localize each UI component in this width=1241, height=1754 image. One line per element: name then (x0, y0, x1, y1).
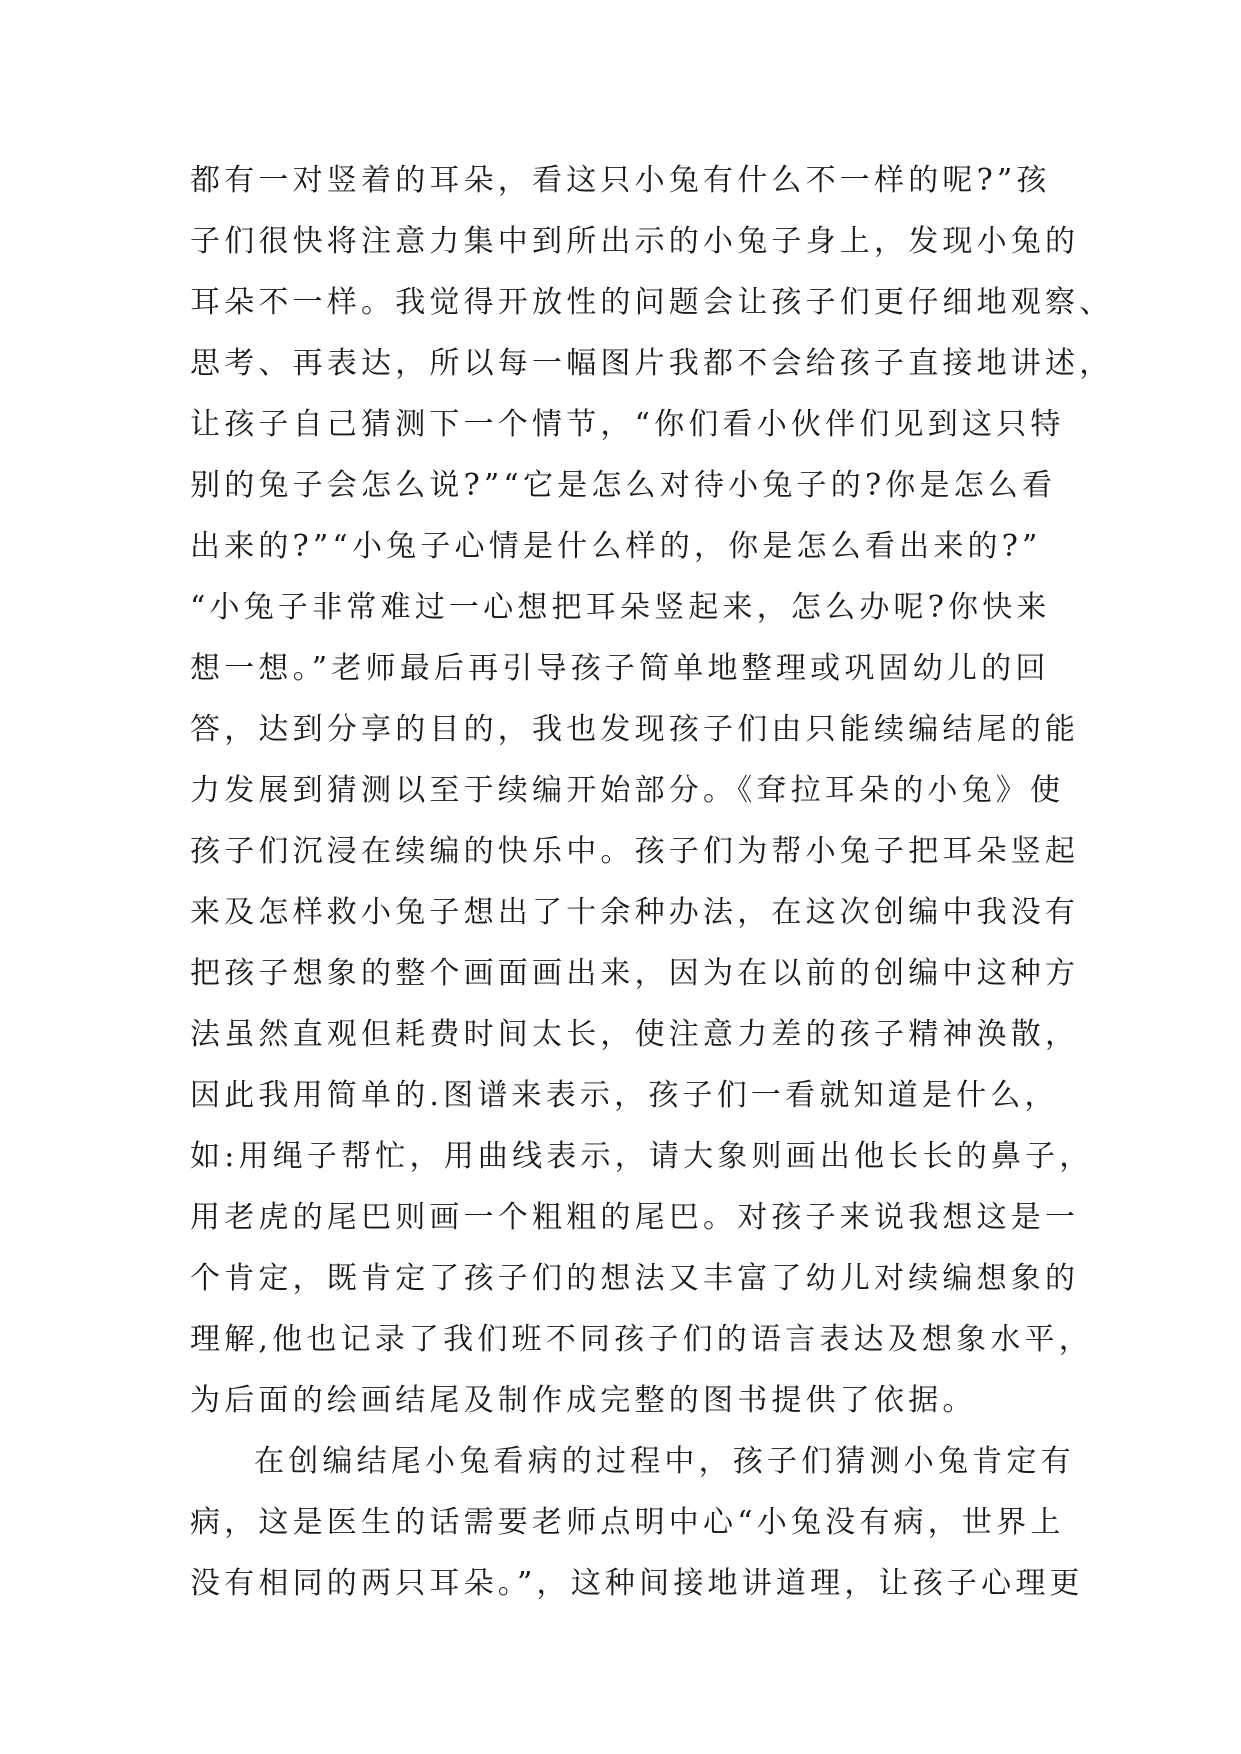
body-text (190, 150, 1114, 1614)
text-line: 没有相同的两只耳朵。”，这种间接地讲道理，让孩子心理更 (190, 1566, 1084, 1601)
text-line: 病，这是医生的话需要老师点明中心“小兔没有病，世界上 (190, 1505, 1065, 1540)
text-line: 思考、再表达，所以每一幅图片我都不会给孩子直接地讲述， (190, 346, 1114, 381)
text-line: 孩子们沉浸在续编的快乐中。孩子们为帮小兔子把耳朵竖起 (190, 834, 1080, 869)
text-line: 把孩子想象的整个画面画出来，因为在以前的创编中这种方 (190, 956, 1080, 991)
text-line: 因此我用简单的.图谱来表示，孩子们一看就知道是什么， (190, 1078, 1059, 1113)
text-line: 让孩子自己猜测下一个情节，“你们看小伙伴们见到这只特 (190, 407, 1065, 442)
text-line: “小兔子非常难过一心想把耳朵竖起来，怎么办呢?你快来 (190, 590, 1051, 625)
text-line: 耳朵不一样。我觉得开放性的问题会让孩子们更仔细地观察、 (190, 285, 1114, 320)
text-line: 答，达到分享的目的，我也发现孩子们由只能续编结尾的能 (190, 712, 1080, 747)
text-line: 用老虎的尾巴则画一个粗粗的尾巴。对孩子来说我想这是一 (190, 1200, 1080, 1235)
text-line: 别的兔子会怎么说?”“它是怎么对待小兔子的?你是怎么看 (190, 468, 1057, 503)
text-line: 力发展到猜测以至于续编开始部分。《耷拉耳朵的小兔》使 (190, 773, 1065, 808)
text-line: 出来的?”“小兔子心情是什么样的，你是怎么看出来的?” (190, 529, 1042, 564)
text-line: 都有一对竖着的耳朵，看这只小兔有什么不一样的呢?”孩 (190, 163, 1051, 198)
text-line: 为后面的绘画结尾及制作成完整的图书提供了依据。 (190, 1383, 977, 1418)
text-line: 如:用绳子帮忙，用曲线表示，请大象则画出他长长的鼻子， (190, 1139, 1094, 1174)
paragraph-first-line: 在创编结尾小兔看病的过程中，孩子们猜测小兔肯定有 (254, 1444, 1075, 1479)
text-line: 子们很快将注意力集中到所出示的小兔子身上，发现小兔的 (190, 224, 1080, 259)
text-line: 个肯定，既肯定了孩子们的想法又丰富了幼儿对续编想象的 (190, 1261, 1080, 1296)
text-line: 法虽然直观但耗费时间太长，使注意力差的孩子精神涣散， (190, 1017, 1080, 1052)
text-line: 来及怎样救小兔子想出了十余种办法，在这次创编中我没有 (190, 895, 1080, 930)
text-line: 想一想。”老师最后再引导孩子简单地整理或巩固幼儿的回 (190, 651, 1050, 686)
text-line: 理解,他也记录了我们班不同孩子们的语言表达及想象水平， (190, 1322, 1093, 1357)
